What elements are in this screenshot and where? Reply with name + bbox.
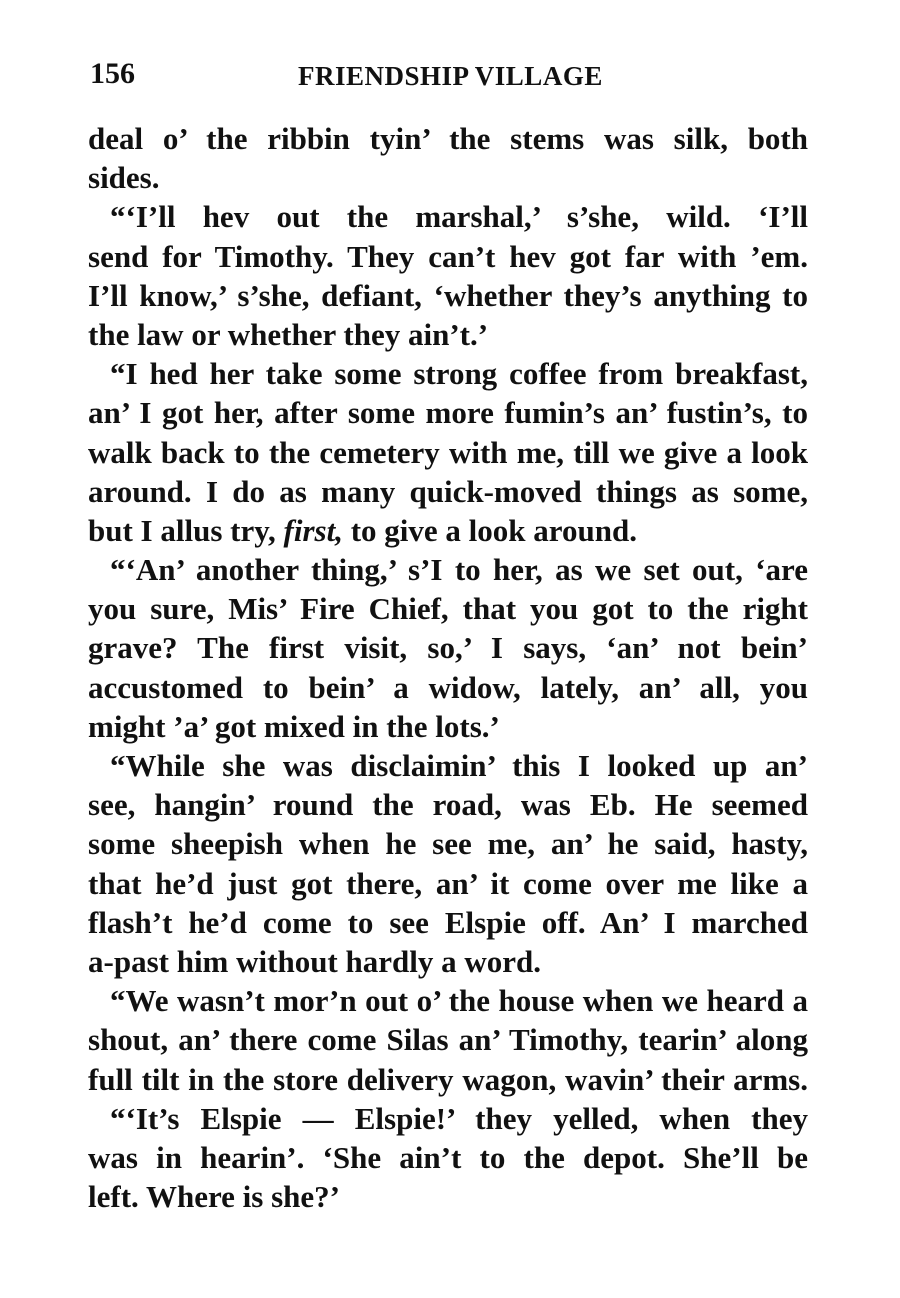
text-line: that he’d just got there, an’ it come over me like a	[88, 865, 808, 901]
running-head: FRIENDSHIP VILLAGE	[298, 61, 603, 91]
text-line: “‘I’ll hev out the marshal,’ s’she, wild. ‘I’ll	[110, 199, 808, 235]
text-line: shout, an’ there come Silas an’ Timothy, tearin’ along	[88, 1022, 808, 1058]
text-line: “‘An’ another thing,’ s’I to her, as we set out, ‘are	[110, 552, 808, 588]
text-line: around. I do as many quick-moved things as some,	[88, 473, 808, 509]
text-line: you sure, Mis’ Fire Chief, that you got to the right	[88, 591, 808, 627]
text-line: “I hed her take some strong coffee from breakfast,	[110, 356, 808, 392]
text-line: “While she was disclaimin’ this I looked up an’	[110, 748, 808, 783]
page-number: 156	[90, 57, 135, 90]
text-line: send for Timothy. They can’t hev got far with ’em.	[88, 238, 808, 274]
text-line: an’ I got her, after some more fumin’s an’ fustin’s, to	[88, 395, 808, 431]
text-segment: to give a look around.	[350, 512, 637, 548]
text-line: sides.	[88, 160, 160, 196]
text-segment: but I allus try,	[88, 512, 276, 548]
text-line: accustomed to bein’ a widow, lately, an’ all, you	[88, 669, 808, 705]
text-line: left. Where is she?’	[88, 1179, 340, 1215]
text-line: walk back to the cemetery with me, till we give a look	[88, 434, 808, 470]
italic-word: first,	[283, 512, 343, 548]
text-line: I’ll know,’ s’she, defiant, ‘whether they’s anything to	[88, 277, 808, 313]
text-line: “‘It’s Elspie — Elspie!’ they yelled, when they	[110, 1100, 808, 1136]
text-line: grave? The first visit, so,’ I says, ‘an’ not bein’	[88, 630, 808, 666]
text-line: deal o’ the ribbin tyin’ the stems was silk, both	[88, 121, 808, 156]
text-line: full tilt in the store delivery wagon, wavin’ their arms.	[88, 1061, 808, 1097]
text-line: was in hearin’. ‘She ain’t to the depot. She’ll be	[88, 1139, 808, 1175]
text-line	[88, 511, 808, 550]
text-line: the law or whether they ain’t.’	[88, 316, 489, 352]
text-line: see, hangin’ round the road, was Eb. He seemed	[88, 787, 808, 823]
text-line: might ’a’ got mixed in the lots.’	[88, 708, 500, 744]
text-line: “We wasn’t mor’n out o’ the house when we heard a	[110, 983, 808, 1019]
text-line: some sheepish when he see me, an’ he said, hasty,	[88, 826, 808, 862]
text-line: a-past him without hardly a word.	[88, 943, 541, 979]
text-line: flash’t he’d come to see Elspie off. An’ I marched	[88, 904, 808, 940]
body-text	[88, 119, 808, 1216]
